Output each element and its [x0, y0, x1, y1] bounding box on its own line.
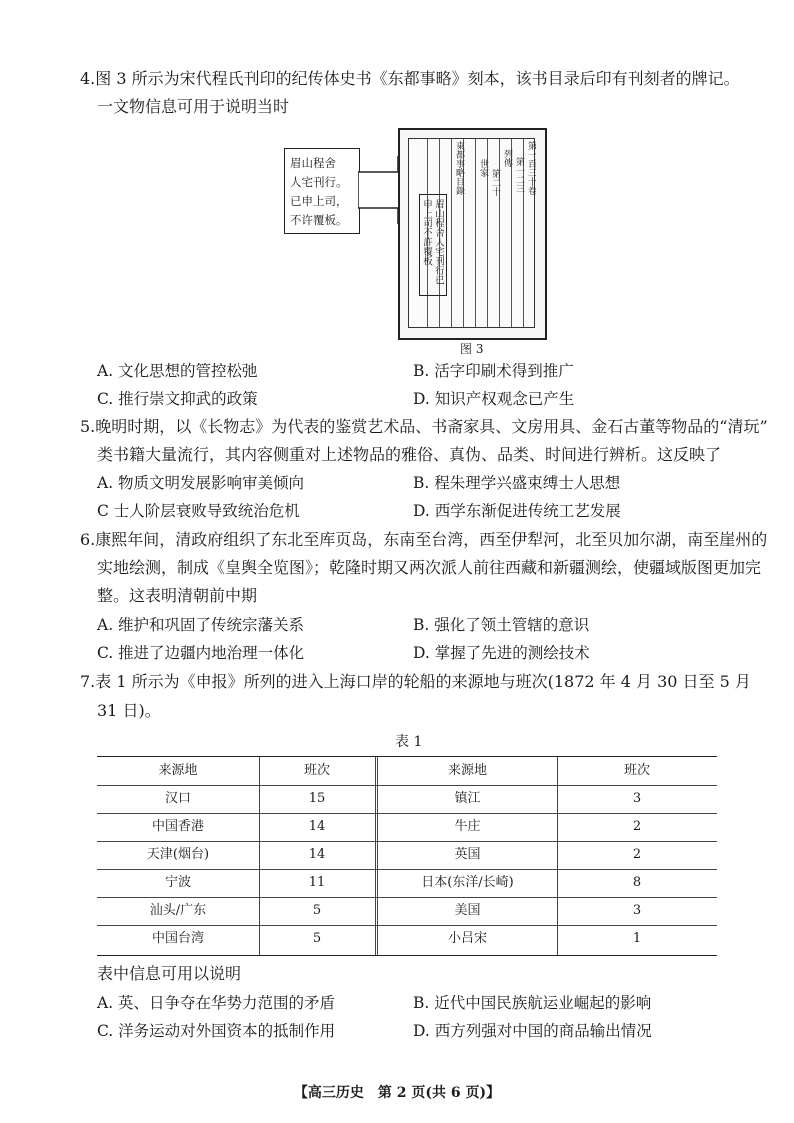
q6-option-a: A. 维护和巩固了传统宗藩关系 — [97, 616, 305, 634]
table-cell: 1 — [632, 931, 642, 946]
q6-stem-line2: 实地绘测，制成《皇舆全览图》；乾隆时期又两次派人前往西藏和新疆测绘，使疆域版图更加完 — [97, 558, 762, 577]
table-cell: 2 — [632, 847, 642, 862]
header-cell: 来源地 — [158, 763, 198, 778]
q4-stem-line2: 一文物信息可用于说明当时 — [97, 97, 290, 116]
table-cell: 中国香港 — [151, 819, 204, 834]
q7-stem-line1: 7.表 1 所示为《申报》所列的进入上海口岸的轮船的来源地与班次(1872 年 4 月 30 日至 5 月 — [80, 672, 751, 691]
header-cell: 班次 — [623, 763, 650, 778]
book-column-text: 東都事略目錄 — [454, 141, 464, 195]
table-row — [97, 869, 717, 898]
book-column-text: 第一百三十卷 — [526, 141, 536, 195]
q7-option-b: B. 近代中国民族航运业崛起的影响 — [413, 994, 652, 1012]
q6-option-c: C. 推进了边疆内地治理一体化 — [97, 644, 305, 662]
q7-option-d: D. 西方列强对中国的商品输出情况 — [413, 1022, 652, 1040]
table-cell: 中国台湾 — [151, 931, 204, 946]
table-row — [97, 785, 717, 814]
table-cell: 3 — [632, 903, 642, 918]
q4-option-b: B. 活字印刷术得到推广 — [413, 362, 574, 380]
header-cell: 班次 — [303, 763, 330, 778]
q7-option-c: C. 洋务运动对外国资本的抵制作用 — [97, 1022, 336, 1040]
table-cell: 镇江 — [454, 791, 481, 806]
table-cell: 英国 — [454, 847, 481, 862]
q7-stem-after-table: 表中信息可用以说明 — [97, 964, 242, 983]
q6-stem-line3: 整。这表明清朝前中期 — [97, 586, 258, 605]
table-row — [97, 925, 717, 953]
table-cell: 汕头/广东 — [149, 903, 207, 918]
ship-arrivals-table — [97, 756, 717, 956]
callout-line: 已申上司， — [290, 194, 348, 208]
q6-option-d: D. 掌握了先进的测绘技术 — [413, 644, 590, 662]
table-row — [97, 813, 717, 842]
q6-option-b: B. 强化了领土管辖的意识 — [413, 616, 590, 634]
book-column-text: 第二十 — [490, 169, 500, 196]
q5-stem-line1: 5.晚明时期，以《长物志》为代表的鉴赏艺术品、书斋家具、文房用具、金石古董等物品的“清玩” — [80, 417, 768, 436]
q6-stem-line1: 6.康熙年间，清政府组织了东北至库页岛，东南至台湾，西至伊犁河，北至贝加尔湖，南至崖州的 — [80, 530, 768, 549]
figure-caption: 图 3 — [460, 342, 484, 356]
q4-stem-line1: 4.图 3 所示为宋代程氏刊印的纪传体史书《东都事略》刻本，该书目录后印有刊刻者的牌记。 — [80, 69, 740, 88]
table-cell: 8 — [632, 875, 642, 890]
book-page — [408, 138, 535, 328]
table-cell: 小吕宋 — [447, 931, 487, 946]
header-cell: 来源地 — [447, 763, 487, 778]
table-cell: 天津(烟台) — [146, 847, 210, 862]
table-cell: 美国 — [454, 903, 481, 918]
callout-line: 不许覆板。 — [290, 213, 348, 227]
q7-stem-line2: 31 日)。 — [97, 701, 161, 720]
book-column-text: 列傳 — [502, 149, 512, 167]
book-column-text: 世家 — [478, 159, 488, 177]
q7-option-a: A. 英、日争夺在华势力范围的矛盾 — [97, 994, 336, 1012]
q4-book-image — [398, 128, 547, 340]
table-cell: 5 — [312, 931, 322, 946]
page-footer: 【高三历史 第 2 页(共 6 页)】 — [293, 1085, 501, 1101]
table-row — [97, 841, 717, 870]
q5-stem-line2: 类书籍大量流行，其内容侧重对上述物品的雅俗、真伪、品类、时间进行辨析。这反映了 — [97, 445, 722, 464]
q5-option-a: A. 物质文明发展影响审美倾向 — [97, 474, 305, 492]
table-cell: 汉口 — [164, 791, 191, 806]
table-cell: 15 — [308, 791, 326, 806]
q4-option-d: D. 知识产权观念已产生 — [413, 390, 575, 408]
q4-figure-callout — [284, 148, 360, 234]
callout-line: 眉山程舍 — [290, 156, 336, 170]
table-header-row — [97, 757, 717, 786]
q5-option-c: C 士人阶层衰败导致统治危机 — [97, 502, 300, 520]
table-title: 表 1 — [395, 734, 423, 750]
table-cell: 日本(东洋/长崎) — [421, 875, 514, 890]
callout-line: 人宅刊行。 — [290, 175, 348, 189]
table-cell: 牛庄 — [454, 819, 481, 834]
q5-option-d: D. 西学东渐促进传统工艺发展 — [413, 502, 621, 520]
table-cell: 14 — [308, 847, 326, 862]
table-cell: 3 — [632, 791, 642, 806]
colophon-text: 眉山程舍人宅刊行已申上司不許覆板 — [421, 199, 444, 285]
table-cell: 5 — [312, 903, 322, 918]
table-cell: 14 — [308, 819, 326, 834]
q4-option-c: C. 推行崇文抑武的政策 — [97, 390, 258, 408]
table-cell: 宁波 — [164, 875, 191, 890]
table-row — [97, 897, 717, 926]
q4-option-a: A. 文化思想的管控松弛 — [97, 362, 258, 380]
q5-option-b: B. 程朱理学兴盛束缚士人思想 — [413, 474, 621, 492]
printer-colophon-seal — [419, 194, 447, 296]
table-cell: 11 — [308, 875, 326, 890]
table-cell: 2 — [632, 819, 642, 834]
book-column-text: 第一二三 — [514, 157, 524, 193]
